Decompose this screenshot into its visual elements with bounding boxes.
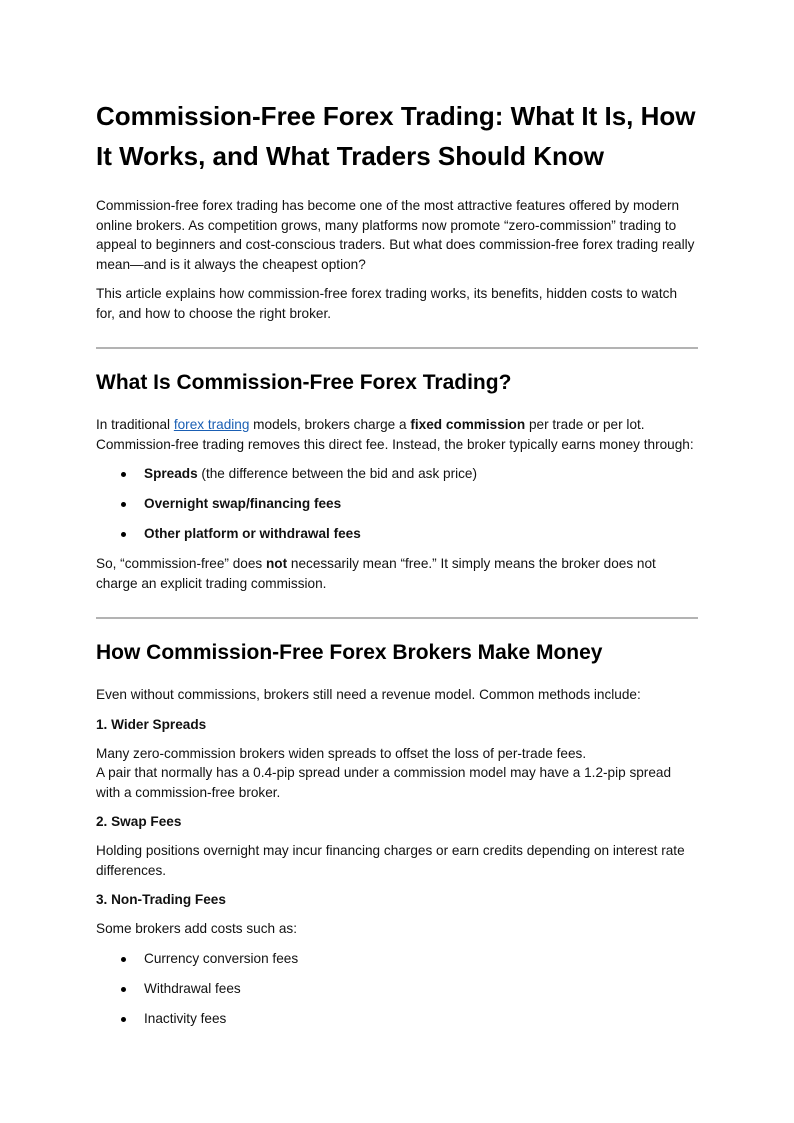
section-divider-1 (96, 347, 698, 349)
section1-paragraph-1 (96, 415, 698, 454)
bullet-text: (the difference between the bid and ask price) (197, 466, 478, 481)
list-item (144, 464, 698, 484)
subheading-swap-fees: 2. Swap Fees (96, 814, 182, 829)
revenue-bullet-list (96, 464, 698, 544)
forex-trading-link[interactable]: forex trading (173, 417, 250, 432)
section2-intro: Even without commissions, brokers still need a revenue model. Common methods include: (96, 687, 641, 702)
bullet-bold: Spreads (144, 466, 198, 481)
section1-p2-text-b: necessarily mean “free.” It simply means the broker does not charge an explicit trading commission. (96, 556, 656, 591)
subheading-non-trading-fees: 3. Non-Trading Fees (96, 892, 226, 907)
bullet-bold: Other platform or withdrawal fees (144, 526, 361, 541)
subheading-wider-spreads: 1. Wider Spreads (96, 716, 207, 732)
section-divider-2 (96, 617, 698, 619)
list-item: Currency conversion fees (144, 949, 698, 969)
swap-fees-paragraph: Holding positions overnight may incur financing charges or earn credits depending on interest rate differences. (96, 843, 685, 878)
bullet-bold: Overnight swap/financing fees (144, 496, 342, 511)
wider-spreads-paragraph (96, 744, 698, 803)
section2-heading: How Commission-Free Forex Brokers Make Money (96, 641, 603, 664)
list-item (144, 524, 698, 544)
section1-p1-text-a: In traditional (96, 417, 174, 432)
section1-p1-bold: fixed commission (410, 417, 526, 432)
section1-p1-text-c: per trade or per lot. Commission-free trading removes this direct fee. Instead, the broker typically earns money through: (96, 417, 694, 452)
list-item: Withdrawal fees (144, 979, 698, 999)
wider-spreads-line-1: Many zero-commission brokers widen spreads to offset the loss of per-trade fees. (96, 745, 587, 761)
section1-p2-text-a: So, “commission-free” does (96, 556, 266, 571)
non-trading-fees-paragraph: Some brokers add costs such as: (96, 921, 297, 936)
section1-heading: What Is Commission-Free Forex Trading? (96, 371, 512, 394)
list-item: Inactivity fees (144, 1009, 698, 1029)
page-title: Commission-Free Forex Trading: What It Is, How It Works, and What Traders Should Know (96, 101, 696, 171)
section1-p2-bold: not (265, 556, 288, 571)
intro-paragraph-1: Commission-free forex trading has become one of the most attractive features offered by modern online brokers. As competition grows, many platforms now promote “zero-commission” trading to appeal to beginners and cost-conscious traders. But what does commission-free forex trading really mean—and is it always the cheapest option? (96, 198, 695, 272)
list-item (144, 494, 698, 514)
non-trading-fees-list (96, 949, 698, 1029)
section1-p1-text-b: models, brokers charge a (249, 417, 411, 432)
section1-paragraph-2 (96, 554, 698, 593)
intro-paragraph-2: This article explains how commission-free forex trading works, its benefits, hidden costs to watch for, and how to choose the right broker. (96, 286, 678, 321)
wider-spreads-line-2: A pair that normally has a 0.4-pip spread under a commission model may have a 1.2-pip spread with a commission-free broker. (96, 765, 672, 800)
